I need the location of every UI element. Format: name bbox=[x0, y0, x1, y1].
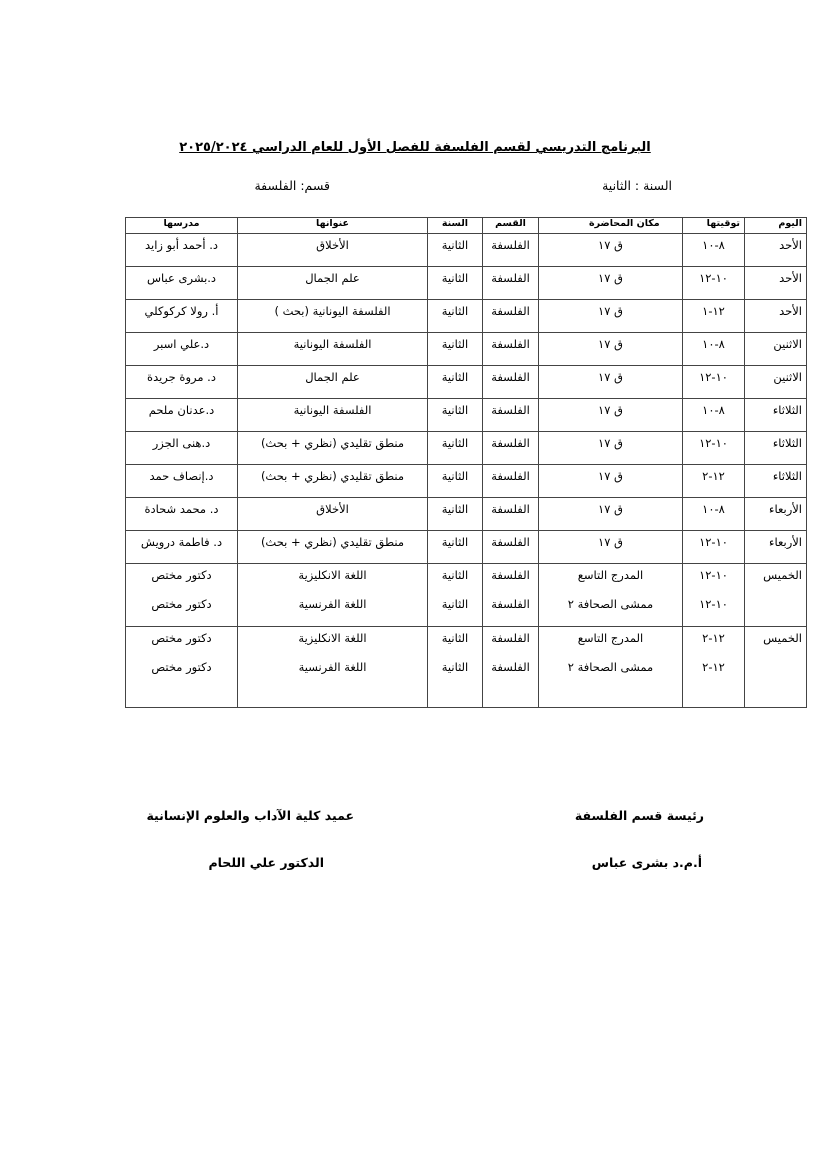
year-cell: الثانية bbox=[428, 498, 483, 531]
title-line: اللغة الفرنسية bbox=[298, 597, 367, 611]
title-line: اللغة الفرنسية bbox=[298, 660, 367, 674]
teacher-cell bbox=[126, 564, 238, 627]
page-title: البرنامج التدريسي لقسم الفلسفة للفصل الأول للعام الدراسي ٢٠٢٥/٢٠٢٤ bbox=[179, 140, 651, 155]
table-row bbox=[126, 564, 807, 627]
year-cell bbox=[428, 627, 483, 708]
time-cell: ١٠-١٢ bbox=[683, 366, 745, 399]
dept-cell: الفلسفة bbox=[483, 366, 539, 399]
table-row bbox=[126, 399, 807, 432]
place-cell: ق ١٧ bbox=[539, 234, 683, 267]
time-cell: ٨-١٠ bbox=[683, 498, 745, 531]
teacher-cell: د. محمد شحادة bbox=[126, 498, 238, 531]
teacher-line: دكتور مختص bbox=[151, 660, 212, 674]
table-row bbox=[126, 366, 807, 399]
day-cell: الخميس bbox=[745, 564, 807, 627]
dept-cell: الفلسفة bbox=[483, 399, 539, 432]
dept-cell bbox=[483, 564, 539, 627]
day-cell: الاثنين bbox=[745, 333, 807, 366]
dept-line: الفلسفة bbox=[491, 568, 530, 582]
title-cell: علم الجمال bbox=[238, 366, 428, 399]
place-cell: ق ١٧ bbox=[539, 399, 683, 432]
dept-line: الفلسفة bbox=[491, 631, 530, 645]
year-line: الثانية bbox=[441, 631, 469, 645]
department-head-name: أ.م.د بشرى عباس bbox=[591, 855, 702, 870]
title-line: اللغة الانكليزية bbox=[298, 568, 367, 582]
place-cell: ق ١٧ bbox=[539, 531, 683, 564]
year-cell: الثانية bbox=[428, 234, 483, 267]
year-cell: الثانية bbox=[428, 300, 483, 333]
year-cell: الثانية bbox=[428, 267, 483, 300]
year-line: الثانية bbox=[441, 597, 469, 611]
time-line: ١٠-١٢ bbox=[699, 568, 728, 582]
place-cell: ق ١٧ bbox=[539, 300, 683, 333]
title-cell bbox=[238, 627, 428, 708]
dept-cell: الفلسفة bbox=[483, 432, 539, 465]
year-cell: الثانية bbox=[428, 432, 483, 465]
teacher-cell bbox=[126, 627, 238, 708]
time-line: ١٢-٢ bbox=[702, 631, 725, 645]
year-line: الثانية bbox=[441, 660, 469, 674]
day-cell: الأحد bbox=[745, 267, 807, 300]
dept-cell: الفلسفة bbox=[483, 300, 539, 333]
time-cell: ١٠-١٢ bbox=[683, 531, 745, 564]
place-cell: ق ١٧ bbox=[539, 333, 683, 366]
teacher-cell: د.عدنان ملحم bbox=[126, 399, 238, 432]
title-cell: منطق تقليدي (نظري + بحث) bbox=[238, 432, 428, 465]
place-cell bbox=[539, 627, 683, 708]
place-cell: ق ١٧ bbox=[539, 465, 683, 498]
dept-line: الفلسفة bbox=[491, 660, 530, 674]
day-cell: الأحد bbox=[745, 234, 807, 267]
year-line: الثانية bbox=[441, 568, 469, 582]
day-cell: الأحد bbox=[745, 300, 807, 333]
dept-cell: الفلسفة bbox=[483, 333, 539, 366]
table-row bbox=[126, 333, 807, 366]
teacher-cell: د.بشرى عباس bbox=[126, 267, 238, 300]
day-cell: الثلاثاء bbox=[745, 399, 807, 432]
day-cell: الاثنين bbox=[745, 366, 807, 399]
dept-cell: الفلسفة bbox=[483, 234, 539, 267]
header-place: مكان المحاضرة bbox=[539, 218, 683, 234]
table-row bbox=[126, 432, 807, 465]
header-day: اليوم bbox=[745, 218, 807, 234]
dean-name: الدكتور علي اللحام bbox=[208, 855, 324, 870]
time-cell bbox=[683, 564, 745, 627]
teacher-line: دكتور مختص bbox=[151, 597, 212, 611]
day-cell: الأربعاء bbox=[745, 498, 807, 531]
place-cell: ق ١٧ bbox=[539, 267, 683, 300]
title-cell: منطق تقليدي (نظري + بحث) bbox=[238, 531, 428, 564]
table-row bbox=[126, 498, 807, 531]
table-row bbox=[126, 234, 807, 267]
header-teacher: مدرسها bbox=[126, 218, 238, 234]
dept-cell: الفلسفة bbox=[483, 465, 539, 498]
dept-cell bbox=[483, 627, 539, 708]
department-label: قسم: الفلسفة bbox=[254, 178, 330, 193]
teacher-cell: د.إنصاف حمد bbox=[126, 465, 238, 498]
time-line: ١٠-١٢ bbox=[699, 597, 728, 611]
place-line: ممشى الصحافة ٢ bbox=[567, 660, 654, 674]
title-cell: الفلسفة اليونانية bbox=[238, 333, 428, 366]
time-cell: ٨-١٠ bbox=[683, 333, 745, 366]
time-cell: ١٠-١٢ bbox=[683, 267, 745, 300]
year-cell: الثانية bbox=[428, 465, 483, 498]
teacher-line: دكتور مختص bbox=[151, 631, 212, 645]
day-cell: الأربعاء bbox=[745, 531, 807, 564]
time-cell: ١٢-١ bbox=[683, 300, 745, 333]
title-line: اللغة الانكليزية bbox=[298, 631, 367, 645]
teacher-cell: د.هنى الجزر bbox=[126, 432, 238, 465]
teacher-cell: د. مروة جريدة bbox=[126, 366, 238, 399]
dept-cell: الفلسفة bbox=[483, 267, 539, 300]
time-line: ١٢-٢ bbox=[702, 660, 725, 674]
day-cell: الخميس bbox=[745, 627, 807, 708]
title-cell bbox=[238, 564, 428, 627]
year-label: السنة : الثانية bbox=[602, 178, 672, 193]
table-row bbox=[126, 267, 807, 300]
title-cell: الفلسفة اليونانية bbox=[238, 399, 428, 432]
year-cell: الثانية bbox=[428, 531, 483, 564]
place-cell bbox=[539, 564, 683, 627]
title-cell: الفلسفة اليونانية (بحث ) bbox=[238, 300, 428, 333]
table-row bbox=[126, 627, 807, 708]
teacher-cell: د. فاطمة درويش bbox=[126, 531, 238, 564]
year-cell: الثانية bbox=[428, 366, 483, 399]
time-cell: ١٢-٢ bbox=[683, 465, 745, 498]
table-row bbox=[126, 465, 807, 498]
place-line: المدرج التاسع bbox=[577, 631, 644, 645]
time-cell: ١٠-١٢ bbox=[683, 432, 745, 465]
year-cell: الثانية bbox=[428, 333, 483, 366]
header-title: عنوانها bbox=[238, 218, 428, 234]
time-cell bbox=[683, 627, 745, 708]
teacher-cell: د. أحمد أبو زايد bbox=[126, 234, 238, 267]
time-cell: ٨-١٠ bbox=[683, 399, 745, 432]
table-row bbox=[126, 531, 807, 564]
year-cell bbox=[428, 564, 483, 627]
day-cell: الثلاثاء bbox=[745, 432, 807, 465]
place-cell: ق ١٧ bbox=[539, 498, 683, 531]
title-cell: الأخلاق bbox=[238, 498, 428, 531]
teacher-cell: أ. رولا كركوكلي bbox=[126, 300, 238, 333]
dept-cell: الفلسفة bbox=[483, 498, 539, 531]
department-head-title: رئيسة قسم الفلسفة bbox=[574, 808, 704, 823]
table-row bbox=[126, 300, 807, 333]
place-line: المدرج التاسع bbox=[577, 568, 644, 582]
table-header-row bbox=[126, 218, 807, 234]
header-time: توقيتها bbox=[683, 218, 745, 234]
place-line: ممشى الصحافة ٢ bbox=[567, 597, 654, 611]
year-cell: الثانية bbox=[428, 399, 483, 432]
day-cell: الثلاثاء bbox=[745, 465, 807, 498]
dept-line: الفلسفة bbox=[491, 597, 530, 611]
header-dept: القسم bbox=[483, 218, 539, 234]
teacher-cell: د.علي اسبر bbox=[126, 333, 238, 366]
title-cell: علم الجمال bbox=[238, 267, 428, 300]
dean-title: عميد كلية الآداب والعلوم الإنسانية bbox=[146, 808, 354, 823]
title-cell: الأخلاق bbox=[238, 234, 428, 267]
dept-cell: الفلسفة bbox=[483, 531, 539, 564]
header-year: السنة bbox=[428, 218, 483, 234]
time-cell: ٨-١٠ bbox=[683, 234, 745, 267]
teacher-line: دكتور مختص bbox=[151, 568, 212, 582]
place-cell: ق ١٧ bbox=[539, 432, 683, 465]
schedule-table bbox=[125, 217, 807, 708]
title-cell: منطق تقليدي (نظري + بحث) bbox=[238, 465, 428, 498]
place-cell: ق ١٧ bbox=[539, 366, 683, 399]
